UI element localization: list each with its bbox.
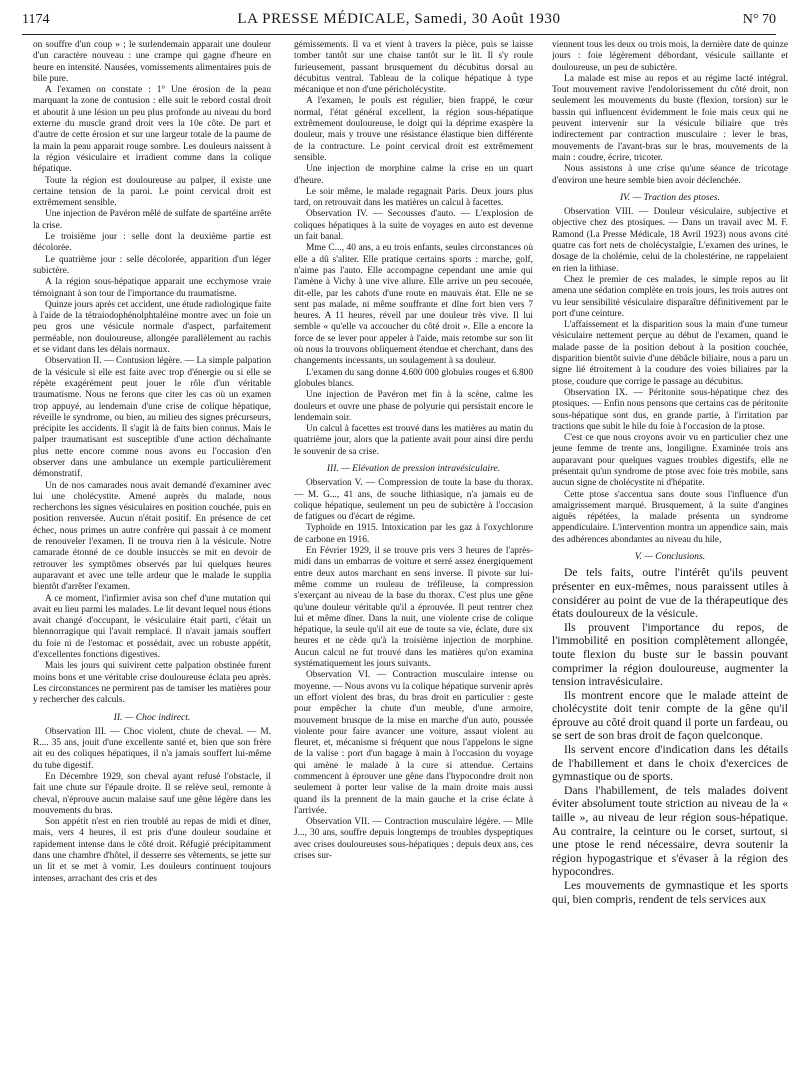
paragraph: Cette ptose s'accentua sans doute sous l'influence d'un amaigrissement marqué. Brusquement, à la suite d'angines aiguës répétées, la malade présenta un syndrome appendiculaire. L'intervention montra un appendice sain, mais des adhérences abondantes au niveau du hile,: [552, 489, 788, 545]
paragraph: Son appétit n'est en rien troublé au repas de midi et dîner, mais, vers 4 heures, il est pris d'une douleur soudaine et rapidement intense dans le côté droit. Réfugié précipitamment dans une chambre d'hôtel, il desserre ses vêtements, se jette sur un lit et se met à vomir. Les douleurs continuent toujours intenses, arrachant des cris et des: [33, 817, 271, 884]
paragraph: Le quatrième jour : selle décolorée, apparition d'un léger subictère.: [33, 254, 271, 276]
paragraph: A la région sous-hépatique apparait une ecchymose vraie témoignant à son tour de l'importance du traumatisme.: [33, 277, 271, 299]
observation-paragraph: Observation VI. — Contraction musculaire intense ou moyenne. — Nous avons vu la colique hépatique survenir après un effort violent des bras, du bras droit en particulier : geste pour empêcher la chute d'un meuble, d'une armoire, mouvement brusque de la mise en marche d'un auto, poussée violente pour faire avancer une voiture, assaut violent au fleuret, et, mécanisme si fréquent que nous l'appelons le signe de la valise : port d'un bagage à main à l'occasion du voyage qui amène le malade à la cure si attendue. Certains commencent à éprouver une gêne dans l'hypocondre droit non seulement à porter leur valise de la main droite mais aussi quand ils la prennent de la main gauche et la crise éclate à l'arrivée.: [294, 670, 533, 816]
observation-paragraph: Observation VII. — Contraction musculaire légère. — Mlle J..., 30 ans, souffre depuis longtemps de troubles dyspeptiques avec crises douloureuses sous-hépatiques ; depuis deux ans, ces crises sur-: [294, 817, 533, 862]
paragraph: on souffre d'un coup » ; le surlendemain apparait une douleur d'un caractère nouveau : une crampe qui gagne d'heure en heure en intensité. Nausées, vomissements alimentaires puis de bile pure.: [33, 40, 271, 84]
conclusions-block: [552, 566, 788, 906]
text-column-2: [294, 40, 533, 1078]
paragraph: En Février 1929, il se trouve pris vers 3 heures de l'après-midi dans un embarras de voiture et serré assez énergiquement entre deux autos marchant en sens inverse. Il pivote sur lui-même comme un rouleau de tréfileuse, la compression s'exerçant au niveau de la base du thorax. C'est plus une gêne qu'une douleur véritable qu'il a éprouvée. Il peut rentrer chez lui et même dîner. Dans la nuit, une violente crise de colique hépatique, la seule qu'il ait eue de toute sa vie, éclate, dure six heures et ne cède qu'à la troisième injection de morphine. Aucun calcul ne fut trouvé dans les matières qu'on examina systématiquement les jours suivants.: [294, 546, 533, 670]
paragraph: gémissements. Il va et vient à travers la pièce, puis se laisse tomber tantôt sur une chaise tantôt sur le lit. Il s'y roule furieusement, passant brusquement du décubitus dorsal au décubitus ventral. Tableau de la colique hépatique à type mécanique et non d'une péricholécystite.: [294, 40, 533, 96]
paragraph: Les mouvements de gymnastique et les sports qui, bien compris, rendent de tels services aux: [552, 879, 788, 906]
observation-paragraph: Observation IX. — Péritonite sous-hépatique chez des ptosiques. — Enfin nous pensons que certains cas de péritonite sous-hépatique sont dus, en grande partie, à l'irritation par tractions que subit le hile du foie à l'occasion de la ptose.: [552, 387, 788, 432]
section-heading: III. — Elévation de pression intravésiculaire.: [326, 462, 501, 474]
paragraph: Chez le premier de ces malades, le simple repos au lit amena une sédation complète en trois jours, les trois autres ont vu leur sensibilité vésiculaire disparaître définitivement par le port d'une ceinture.: [552, 274, 788, 319]
paragraph: L'affaissement et la disparition sous la main d'une tumeur vésiculaire nettement perçue au début de l'examen, quand le malade passe de la position debout à la position couchée, disparition bientôt suivie d'une débâcle biliaire, nous a paru un signe lié étroitement à la coudure des voies biliaires par la ptose, coudure que corrige le passage au décubitus.: [552, 320, 788, 387]
paragraph: A l'examen, le pouls est régulier, bien frappé, le cœur normal, l'état général excellent, la région sous-hépatique extrêmement douloureuse, le doigt qui la déprime exaspère la douleur, mais y trouve une résistance élastique bien différente de la contracture. Le point cervical droit est extrêmement sensible.: [294, 96, 533, 163]
text-column-1: [33, 40, 271, 1078]
paragraph: En Décembre 1929, son cheval ayant refusé l'obstacle, il fait une chute sur l'épaule droite. Il se relève seul, remonte à cheval, n'éprouve aucun malaise sauf une gêne légère dans les mouvements du bras.: [33, 772, 271, 816]
observation-paragraph: Observation VIII. — Douleur vésiculaire, subjective et objective chez des ptosiques. — Dans un travail avec M. F. Ramond (La Presse Médicale, 18 Avril 1923) nous avons cité quatre cas fort nets de cholécystalgie, L'examen des urines, le dosage de la cholémie, celui de la cholestérine, ne rappelaient en rien la lithiase.: [552, 207, 788, 274]
paragraph: De tels faits, outre l'intérêt qu'ils peuvent présenter en eux-mêmes, nous paraissent utiles à considérer au point de vue de la thérapeutique des états douloureux de la vésicule.: [552, 566, 788, 621]
journal-title: LA PRESSE MÉDICALE, Samedi, 30 Août 1930: [237, 11, 561, 27]
paragraph: Typhoïde en 1915. Intoxication par les gaz à l'oxychlorure de carbone en 1916.: [294, 523, 533, 545]
paragraph: A l'examen on constate : 1° Une érosion de la peau marquant la zone de contusion : elle suit le rebord costal droit et aboutit à une lésion un peu plus profonde au niveau du bord externe du muscle grand droit vers la 10e côte. De part et d'autre de cette érosion et sur une largeur totale de la paume de la main la peau apparait rouge sombre. Les douleurs naissent à la région vésiculaire et irradient comme dans la colique hépatique.: [33, 85, 271, 175]
paragraph: Mais les jours qui suivirent cette palpation obstinée furent moins bons et une véritable crise douloureuse éclata peu après. Les circonstances ne permirent pas de tamiser les matières pour y rechercher des calculs.: [33, 661, 271, 706]
paragraph: A ce moment, l'infirmier avisa son chef d'une mutation qui avait eu lieu parmi les malades. Le lit devant lequel nous étions avait changé d'occupant, le vésiculaire était parti, c'était un blennorragique qui l'avait remplacé. Il n'avait jamais souffert du foie ni de l'estomac et possédait, avec un robuste appétit, d'excellentes fonctions digestives.: [33, 593, 271, 661]
paragraph: Nous assistons à une crise qu'une séance de tricotage d'environ une heure semble bien avoir déclenchée.: [552, 164, 788, 186]
paragraph: Une injection de morphine calme la crise en un quart d'heure.: [294, 164, 533, 186]
paragraph: Ils montrent encore que le malade atteint de cholécystite doit tenir compte de la gêne qu'il éprouve au côté droit quand il porte un fardeau, ou se sert de son bras droit de façon quelconque.: [552, 688, 788, 743]
paragraph: Mme C..., 40 ans, a eu trois enfants, seules circonstances où elle a dû s'aliter. Elle pratique certains sports : marche, golf, n'aime pas l'auto. Elle accompagne cependant une amie qui l'amène à Vichy à une vive allure. Elle arrive un peu secouée, dit-elle, par les cahots d'une route en mauvais état. Elle ne se sent pas malade, ni même souffrante et dîne fort bien vers 7 heures. A 11 heures, réveil par une douleur très vive. Il lui semble « qu'elle va accoucher du côté droit ». Elle a encore la force de se lever pour appeler à l'aide, mais retombe sur son lit où nous la trouvons obliquement étendue et cherchant, dans des changements incessants, un soulagement à sa douleur.: [294, 243, 533, 367]
paragraph: Toute la région est douloureuse au palper, il existe une certaine tension de la paroi. Le point cervical droit est extrêmement sensible.: [33, 175, 271, 209]
paragraph: Dans l'habillement, de tels malades doivent éviter absolument toute striction au niveau de la « taille », au niveau de leur région sous-hépatique. Au contraire, la ceinture ou le corset, surtout, si une ptose le rend nécessaire, devra soutenir la région hypogastrique et s'évaser à la région des hypocondres.: [552, 783, 788, 879]
paragraph: Le troisième jour : selle dont la deuxième partie est décolorée.: [33, 232, 271, 254]
paragraph: Une injection de Pavéron met fin à la scène, calme les douleurs et ouvre une phase de polyurie qui persistait encore le lendemain soir.: [294, 390, 533, 423]
text-column-3: [552, 40, 788, 1078]
paragraph: Ils prouvent l'importance du repos, de l'immobilité en position complètement allongée, toute flexion du buste sur le bassin pouvant comprimer la région douloureuse, augmenter la tension intravésiculaire.: [552, 620, 788, 689]
paragraph: Le soir même, le malade regagnait Paris. Deux jours plus tard, on retrouvait dans les matières un calcul à facettes.: [294, 186, 533, 209]
paragraph: Ils servent encore d'indication dans les détails de l'habillement et dans le choix d'exercices de gymnastique ou de sports.: [552, 743, 788, 784]
section-heading: II. — Choc indirect.: [113, 711, 191, 723]
paragraph: C'est ce que nous croyons avoir vu en particulier chez une jeune femme de trente ans, longiligne. Examinée trois ans auparavant pour quelques vagues troubles digestifs, elle ne présentait qu'un syndrome de ptose avec foie très mobile, sans aucun signe de cholécystite ni d'hépatite.: [552, 433, 788, 489]
observation-paragraph: Observation III. — Choc violent, chute de cheval. — M. R.... 35 ans, jouit d'une excellente santé et, bien que son frère ait eu des coliques hépatiques, il n'a jamais souffert lui-même du tube digestif.: [33, 726, 271, 771]
paragraph: viennent tous les deux ou trois mois, la dernière date de quinze jours : foie légèrement débordant, vésicule saillante et douloureuse, un peu de subictère.: [552, 40, 788, 73]
section-heading: V. — Conclusions.: [634, 551, 706, 563]
paragraph: Quinze jours après cet accident, une étude radiologique faite à l'aide de la tétraiodophénolphtaléine montre avec un foie un peu gros une vésicule normale d'aspect, parfaitement perméable, non douloureuse, allongée parallèlement au rachis et se vidant dans les délais normaux.: [33, 299, 271, 356]
section-heading: IV. — Traction des ptoses.: [619, 191, 721, 203]
paragraph: Un de nos camarades nous avait demandé d'examiner avec lui une cholécystite. Amené auprès du malade, nous recherchons les signes vésiculaires en position couchée, puis en position renversée. Aucun n'était positif. En présence de cet échec, nous primes un autre confrère qui passait à ce moment de renouveler l'examen. Il ne trouva rien à la vésicule. Notre camarade étonné de ce double insuccès se mit en devoir de retrouver les symptômes observés par lui quelques heures auparavant et avec une telle ardeur que le malade le supplia bientôt d'arrêter l'examen.: [33, 480, 271, 593]
paragraph: Un calcul à facettes est trouvé dans les matières au matin du quatrième jour, alors que la patiente avait pour ainsi dire perdu le souvenir de sa crise.: [294, 424, 533, 457]
paragraph: La malade est mise au repos et au régime lacté intégral. Tout mouvement ravive l'endolorissement du côté droit, non seulement les mouvements du buste (flexion, torsion) sur le bassin qui influencent évidemment le foie mais ceux qui ne peuvent intervenir sur la vésicule biliaire que très indirectement par contraction musculaire : lever le bras, mouvements de l'avant-bras sur le bras, mouvements de la main : coudre, écrire, tricoter.: [552, 73, 788, 163]
observation-paragraph: Observation V. — Compression de toute la base du thorax. — M. G..., 41 ans, de souche lithiasique, n'a jamais eu de colique hépatique, seulement un peu de subictère à l'occasion de fatigues ou d'écart de régime.: [294, 478, 533, 523]
page-header: [22, 8, 776, 35]
page-number: 1174: [22, 12, 50, 27]
paragraph: Une injection de Pavéron mêlé de sulfate de spartéine arrête la crise.: [33, 209, 271, 231]
observation-paragraph: Observation II. — Contusion légère. — La simple palpation de la vésicule si elle est faite avec trop d'énergie ou si elle se répète exagérément peut jouer le rôle d'un véritable traumatisme. Nous ne ferons que citer les cas où un examen trop appuyé, au lendemain d'une crise de colique hépatique, réveille le syndrome, ou bien, au milieu des signes précurseurs, précipite les accidents. Il s'agit là de faits bien connus. Mais le palper traumatisant est susceptible d'une action déchaînante plus nette encore comme nous avons eu l'occasion d'en observer dans une ambulance un exemple particulièrement démonstratif.: [33, 356, 271, 480]
paragraph: L'examen du sang donne 4.600 000 globules rouges et 6.800 globules blancs.: [294, 367, 533, 389]
issue-number: N° 70: [742, 12, 776, 27]
observation-paragraph: Observation IV. — Secousses d'auto. — L'explosion de coliques hépatiques à la suite de voyages en auto est devenue un fait banal.: [294, 209, 533, 243]
